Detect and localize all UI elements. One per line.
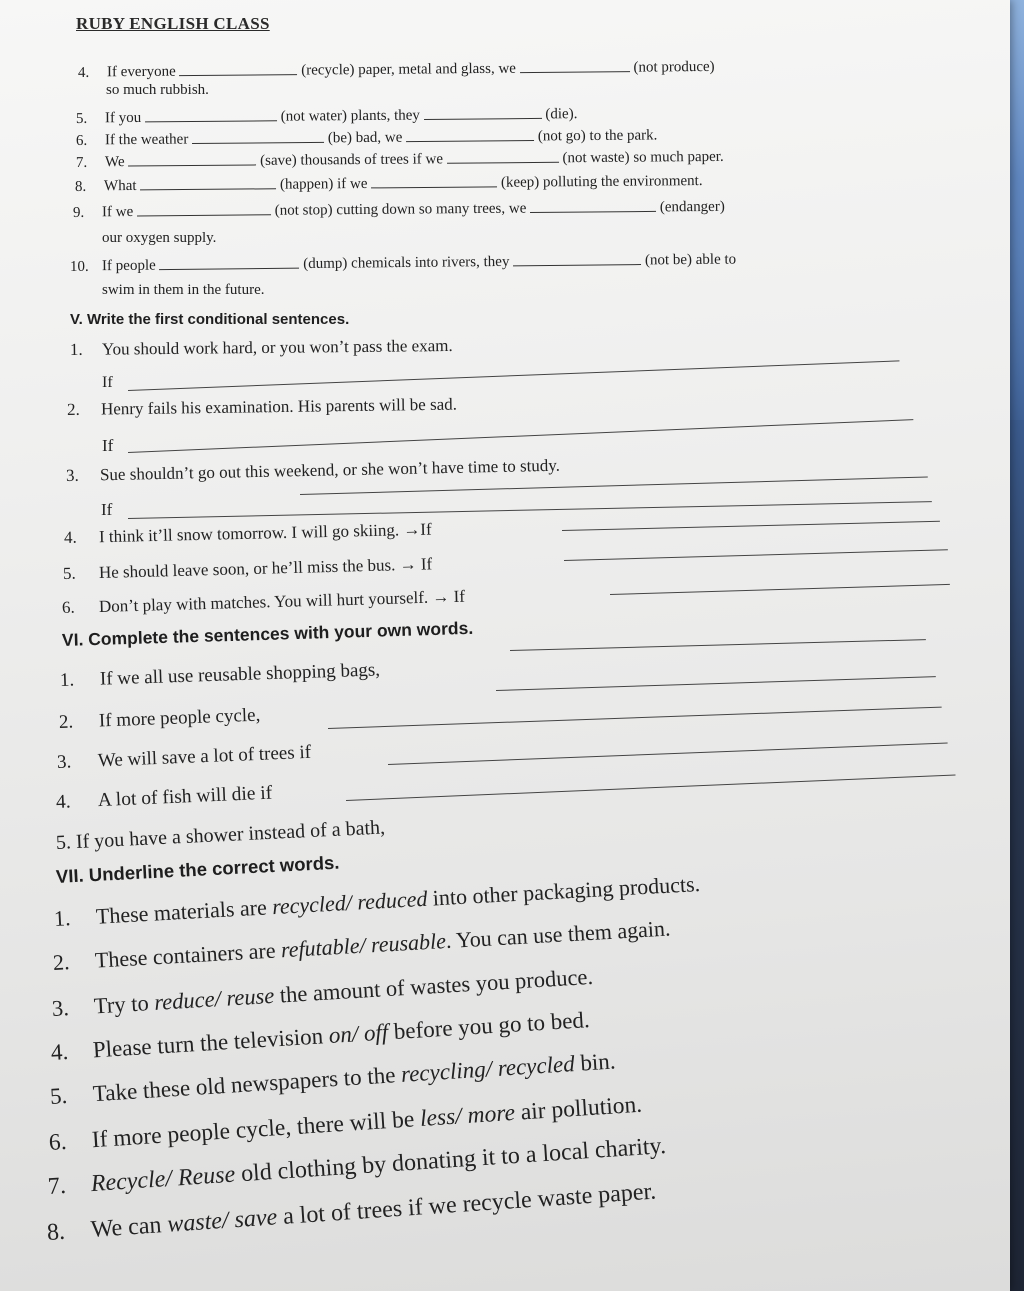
answer-line[interactable] xyxy=(562,521,940,531)
word-choice[interactable]: reduce/ reuse xyxy=(153,982,275,1015)
answer-blank[interactable] xyxy=(179,60,297,76)
answer-blank[interactable] xyxy=(513,250,641,266)
exercise-item: 4. I think it’ll snow tomorrow. I will go skiing. →If xyxy=(63,519,432,547)
exercise-item: 8. What (happen) if we (keep) polluting the environment. xyxy=(74,173,703,195)
exercise-item: 4. A lot of fish will die if xyxy=(55,782,273,813)
answer-underline xyxy=(300,476,928,495)
exercise-item: 5. He should leave soon, or he’ll miss the bus. → If xyxy=(62,554,433,583)
exercise-item: 1. If we all use reusable shopping bags, xyxy=(59,659,381,691)
word-choice[interactable]: recycling/ recycled xyxy=(400,1051,576,1087)
exercise-item: 6. If the weather (be) bad, we (not go) to the park. xyxy=(75,127,658,149)
exercise-item: 4. Please turn the television on/ off before you go to bed. xyxy=(50,1007,591,1065)
answer-blank[interactable] xyxy=(145,106,277,122)
section-title: VI. Complete the sentences with your own words. xyxy=(61,617,474,650)
exercise-item: 10. If people (dump) chemicals into rivers, they (not be) able to xyxy=(69,251,737,275)
answer-line[interactable] xyxy=(328,707,942,729)
word-choice[interactable]: refutable/ reusable xyxy=(280,928,447,963)
exercise-item-continuation: swim in them in the future. xyxy=(102,282,265,298)
answer-blank[interactable] xyxy=(406,126,534,142)
answer-blank[interactable] xyxy=(424,104,542,120)
answer-blank[interactable] xyxy=(447,148,559,163)
worksheet-header: RUBY ENGLISH CLASS xyxy=(76,14,270,33)
exercise-item: 1. You should work hard, or you won’t pass the exam. xyxy=(69,335,453,359)
section-title: VII. Underline the correct words. xyxy=(55,851,340,887)
exercise-item: 6. Don’t play with matches. You will hurt yourself. → If xyxy=(61,586,466,617)
exercise-item-continuation: our oxygen supply. xyxy=(102,230,217,246)
answer-line[interactable] xyxy=(564,549,948,561)
answer-blank[interactable] xyxy=(530,197,656,213)
answer-line[interactable] xyxy=(346,774,956,801)
answer-line[interactable] xyxy=(388,743,948,765)
word-choice[interactable]: Recycle/ Reuse xyxy=(90,1161,236,1198)
exercise-item: 9. If we (not stop) cutting down so many trees, we (endanger) xyxy=(72,198,725,221)
word-choice[interactable]: recycled/ reduced xyxy=(271,885,428,920)
word-choice[interactable]: less/ more xyxy=(419,1099,516,1132)
exercise-item: 4. If everyone (recycle) paper, metal and glass, we (not produce) xyxy=(77,58,715,81)
if-label: If xyxy=(102,374,113,391)
exercise-item: 8. We can waste/ save a lot of trees if we recycle waste paper. xyxy=(46,1178,657,1246)
exercise-item: 1. These materials are recycled/ reduced into other packaging products. xyxy=(53,871,701,931)
answer-blank[interactable] xyxy=(520,57,630,72)
exercise-item: 3. Sue shouldn’t go out this weekend, or she won’t have time to study. xyxy=(65,455,561,485)
exercise-item: 7. Recycle/ Reuse old clothing by donating it to a local charity. xyxy=(47,1132,667,1200)
section-title: V. Write the first conditional sentences. xyxy=(70,311,350,328)
exercise-item-continuation: so much rubbish. xyxy=(106,82,209,98)
if-label: If xyxy=(101,500,113,519)
answer-blank[interactable] xyxy=(137,200,271,216)
exercise-item: 6. If more people cycle, there will be less/ more air pollution. xyxy=(48,1091,643,1156)
answer-line[interactable] xyxy=(510,639,926,651)
answer-blank[interactable] xyxy=(192,128,324,144)
answer-line[interactable] xyxy=(610,584,950,595)
word-choice[interactable]: waste/ save xyxy=(166,1204,278,1238)
exercise-item: 7. We (save) thousands of trees if we (not waste) so much paper. xyxy=(75,148,724,171)
answer-line[interactable] xyxy=(128,419,913,453)
exercise-item: 2. If more people cycle, xyxy=(58,704,261,733)
exercise-item: 5. If you (not water) plants, they (die). xyxy=(76,104,578,128)
exercise-item: 2. These containers are refutable/ reusable. You can use them again. xyxy=(52,915,672,975)
exercise-item: 2. Henry fails his examination. His parents will be sad. xyxy=(66,394,458,419)
exercise-item: 5. If you have a shower instead of a bath, xyxy=(55,816,386,854)
exercise-item: 5. Take these old newspapers to the recycling/ recycled bin. xyxy=(49,1048,617,1109)
answer-blank[interactable] xyxy=(140,174,276,190)
word-choice[interactable]: on/ off xyxy=(328,1019,389,1048)
if-label: If xyxy=(102,436,114,455)
exercise-item: 3. Try to reduce/ reuse the amount of wastes you produce. xyxy=(51,963,594,1021)
answer-line[interactable] xyxy=(128,501,932,519)
answer-blank[interactable] xyxy=(371,172,497,188)
answer-blank[interactable] xyxy=(128,150,256,166)
exercise-item: 3. We will save a lot of trees if xyxy=(56,741,312,773)
answer-line[interactable] xyxy=(496,676,936,691)
answer-line[interactable] xyxy=(128,360,899,391)
answer-blank[interactable] xyxy=(159,254,299,270)
